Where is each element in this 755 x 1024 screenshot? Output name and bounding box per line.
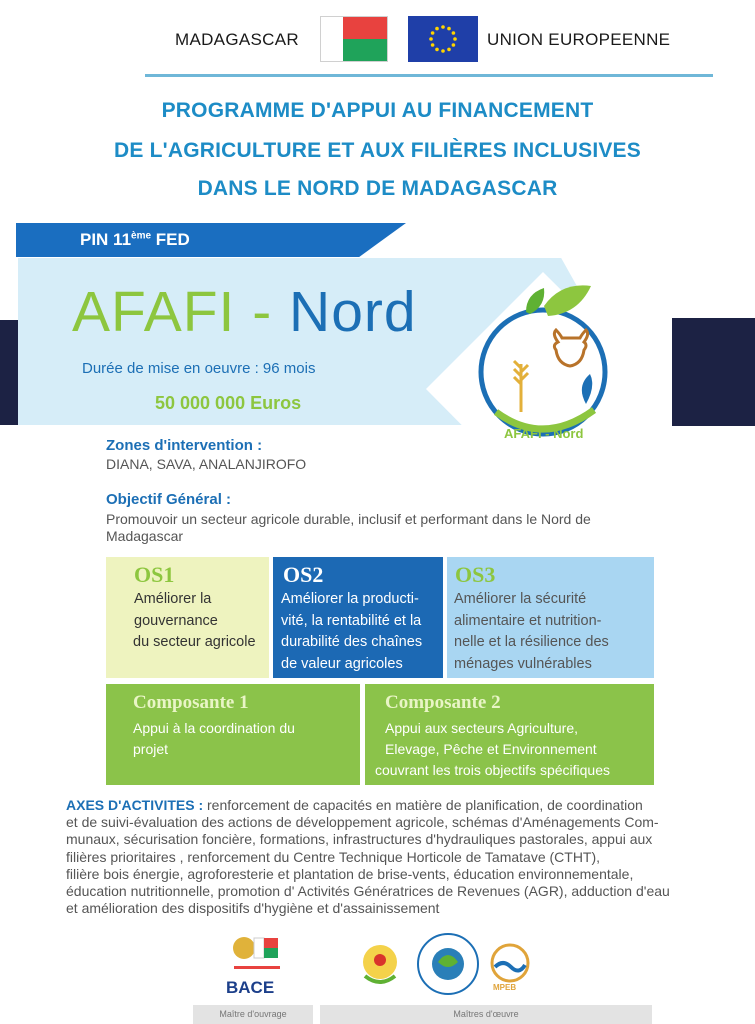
zones-title: Zones d'intervention :: [106, 437, 263, 454]
objectif-text-line-2: Madagascar: [106, 528, 184, 544]
pin-ribbon: [16, 223, 406, 257]
ministere-environnement-logo: [416, 932, 480, 996]
bace-logo: [218, 930, 288, 1000]
maitre-ouvrage-label: Maître d'ouvrage: [193, 1005, 313, 1024]
composante-2-title: Composante 2: [385, 692, 501, 713]
mpeb-logo: [487, 943, 533, 995]
os1-text-last: du secteur agricole: [133, 634, 256, 650]
programme-title-line-1: PROGRAMME D'APPUI AU FINANCEMENT: [161, 99, 594, 122]
os3-box: [447, 557, 654, 678]
composante-1-box: [106, 684, 360, 785]
madagascar-flag-icon: [320, 16, 388, 62]
duration-text: Durée de mise en oeuvre : 96 mois: [82, 360, 316, 377]
os3-text: Améliorer la sécurité alimentaire et nutrition- nelle et la résilience des ménages vulnérables: [454, 591, 609, 672]
os2-box: [273, 557, 443, 678]
composante-2-box: [365, 684, 654, 785]
dark-band-right: [672, 318, 755, 426]
composante-2-text-line-3: couvrant les trois objectifs spécifiques: [375, 762, 610, 778]
logo-text: AFAFI - Nord: [504, 426, 584, 441]
composante-2-text-line-1: Appui aux secteurs Agriculture,: [385, 720, 578, 736]
os3-title: OS3: [455, 562, 496, 587]
ministere-agriculture-logo: [353, 940, 408, 995]
os1-text: Améliorer la gouvernance: [134, 591, 218, 629]
programme-title-line-2: DE L'AGRICULTURE ET AUX FILIÈRES INCLUSIVES: [114, 139, 641, 162]
maitres-oeuvre-label: Maîtres d'œuvre: [320, 1005, 652, 1024]
programme-title-line-3: DANS LE NORD DE MADAGASCAR: [197, 177, 558, 200]
bace-label: BACE: [226, 978, 275, 997]
composante-2-text-line-2: Elevage, Pêche et Environnement: [385, 741, 597, 757]
zones-text: DIANA, SAVA, ANALANJIROFO: [106, 456, 307, 472]
eu-flag-icon: [408, 16, 478, 62]
composante-1-title: Composante 1: [133, 692, 249, 713]
composante-1-text: Appui à la coordination du projet: [133, 720, 295, 757]
mpeb-label: MPEB: [493, 983, 517, 992]
eu-label: UNION EUROPEENNE: [487, 30, 671, 49]
header-divider: [145, 74, 713, 77]
axes-activites: AXES D'ACTIVITES : renforcement de capacités en matière de planification, de coordination et de suivi-évaluation des actions de développement agricole, schémas d'Aménagements Com- munaux, sécurisation foncière, formations, infrastructures d'hydrauliques pastorales, appui aux filières prioritaires , renforcement du Centre Technique Horticole de Tamatave (CTHT), filière bois énergie, agroforesterie et plantation de brise-vents, éducation environnementale, éducation nutritionnelle, promotion d' Activités Génératrices de Revenues (AGR), adduction d'eau et amélioration des dispositifs d'hygiène et d'assainissement: [66, 797, 670, 917]
afafi-logo: [426, 272, 661, 507]
objectif-text-line-1: Promouvoir un secteur agricole durable, inclusif et performant dans le Nord de: [106, 511, 591, 527]
budget-text: 50 000 000 Euros: [155, 393, 302, 413]
project-title: AFAFI - Nord: [72, 280, 417, 344]
pin-label: PIN 11ème FED: [80, 230, 190, 249]
os2-text: Améliorer la producti- vité, la rentabilité et la durabilité des chaînes de valeur agricoles: [281, 591, 423, 672]
madagascar-label: MADAGASCAR: [175, 30, 299, 49]
dark-band-left: [0, 320, 18, 425]
axes-label: AXES D'ACTIVITES :: [66, 797, 204, 813]
os1-title: OS1: [134, 562, 175, 587]
os1-box: [106, 557, 269, 678]
os2-title: OS2: [283, 562, 324, 587]
objectif-title: Objectif Général :: [106, 491, 232, 508]
